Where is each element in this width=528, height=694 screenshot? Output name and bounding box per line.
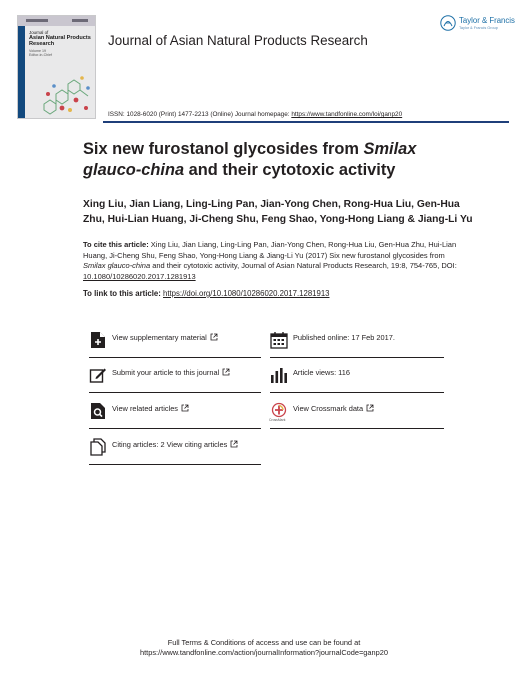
published-label: Published online: 17 Feb 2017. xyxy=(293,333,395,342)
header-divider xyxy=(103,121,509,123)
search-document-icon xyxy=(89,402,107,420)
terms-url[interactable]: https://www.tandfonline.com/action/journalInformation?journalCode=ganp20 xyxy=(140,647,388,657)
title-species: Smilax glauco-china xyxy=(83,140,417,179)
issn-line xyxy=(108,111,402,118)
cover-volume: Volume 19 xyxy=(29,49,46,53)
article-views-info xyxy=(270,363,444,393)
title-text-start: Six new furostanol glycosides from xyxy=(83,140,364,158)
link-label: To link to this article: xyxy=(83,289,161,298)
view-citing-articles-button[interactable] xyxy=(89,435,261,465)
title-text-end: and their cytotoxic activity xyxy=(184,161,396,179)
cover-editor: Editor-in-Chief xyxy=(29,53,52,58)
crossmark-label: View Crossmark data xyxy=(293,404,364,413)
supplementary-document-icon xyxy=(89,331,107,349)
cite-doi-link[interactable]: 10.1080/10286020.2017.1281913 xyxy=(83,271,196,281)
external-link-icon xyxy=(222,368,230,376)
external-link-icon xyxy=(210,333,218,341)
submit-label: Submit your article to this journal xyxy=(112,368,220,377)
external-link-icon xyxy=(181,404,189,412)
related-label: View related articles xyxy=(112,404,178,413)
terms-text: Full Terms & Conditions of access and use can be found at xyxy=(167,638,361,647)
supplementary-label: View supplementary material xyxy=(112,333,207,342)
cover-journal-name: Asian Natural Products Research xyxy=(29,35,91,47)
published-online-info xyxy=(270,328,444,358)
calendar-icon xyxy=(270,331,288,349)
citing-label: Citing articles: 2 View citing articles xyxy=(112,440,228,449)
citation-block xyxy=(83,240,463,282)
external-link-icon xyxy=(366,404,374,412)
publisher-brand: Taylor & Francis xyxy=(459,16,515,25)
cite-text-end: and their cytotoxic activity, Journal of Asian Natural Products Research, 19:8, 754-765, DOI: xyxy=(150,261,457,270)
action-divider xyxy=(89,428,261,429)
action-divider xyxy=(89,357,261,358)
action-divider xyxy=(89,392,261,393)
journal-title[interactable]: Journal of Asian Natural Products Research xyxy=(108,33,368,48)
cite-species: Smilax glauco-china xyxy=(83,261,151,270)
bar-chart-icon xyxy=(270,366,288,384)
article-authors: Xing Liu, Jian Liang, Ling-Ling Pan, Jian-Yong Chen, Rong-Hua Liu, Gen-Hua Zhu, Hui-Lian Huang, Ji-Cheng Shu, Feng Shao, Yong-Hong Liang & Jiang-Li Yu xyxy=(83,199,473,225)
article-link-line xyxy=(83,289,330,298)
cover-journal-small: Journal of xyxy=(29,30,49,35)
journal-homepage-link[interactable]: https://www.tandfonline.com/loi/ganp20 xyxy=(291,111,403,118)
cover-top-bar xyxy=(18,16,95,26)
cover-molecule-illustration xyxy=(36,74,94,118)
article-doi-link[interactable]: https://doi.org/10.1080/10286020.2017.1281913 xyxy=(163,289,330,298)
issn-text: ISSN: 1028-6020 (Print) 1477-2213 (Online) Journal homepage: xyxy=(108,111,292,118)
view-crossmark-button[interactable] xyxy=(270,399,444,429)
cite-label: To cite this article: xyxy=(83,240,149,249)
publisher-subtitle: Taylor & Francis Group xyxy=(459,25,498,30)
action-divider xyxy=(270,357,444,358)
submit-article-button[interactable] xyxy=(89,363,261,393)
external-link-icon xyxy=(230,440,238,448)
views-label: Article views: 116 xyxy=(293,368,350,377)
article-title xyxy=(83,139,463,181)
journal-cover-image xyxy=(17,15,96,119)
action-divider xyxy=(270,392,444,393)
taylor-francis-logo-icon xyxy=(440,15,456,31)
terms-footer xyxy=(0,638,528,658)
action-divider xyxy=(89,464,261,465)
cover-spine xyxy=(18,26,25,119)
citing-documents-icon xyxy=(89,438,107,456)
crossmark-caption: CrossMark xyxy=(269,418,286,422)
cite-text: Xing Liu, Jian Liang, Ling-Ling Pan, Jian-Yong Chen, Rong-Hua Liu, Gen-Hua Zhu, Hui-Lian Huang, Ji-Cheng Shu, Feng Shao, Yong-Hong Liang & Jiang-Li Yu (2017) Six new furostanol glycosides from xyxy=(83,240,457,260)
publisher-logo[interactable] xyxy=(440,13,515,37)
view-supplementary-material-button[interactable] xyxy=(89,328,261,358)
view-related-articles-button[interactable] xyxy=(89,399,261,429)
action-divider xyxy=(270,428,444,429)
edit-pencil-icon xyxy=(89,366,107,384)
